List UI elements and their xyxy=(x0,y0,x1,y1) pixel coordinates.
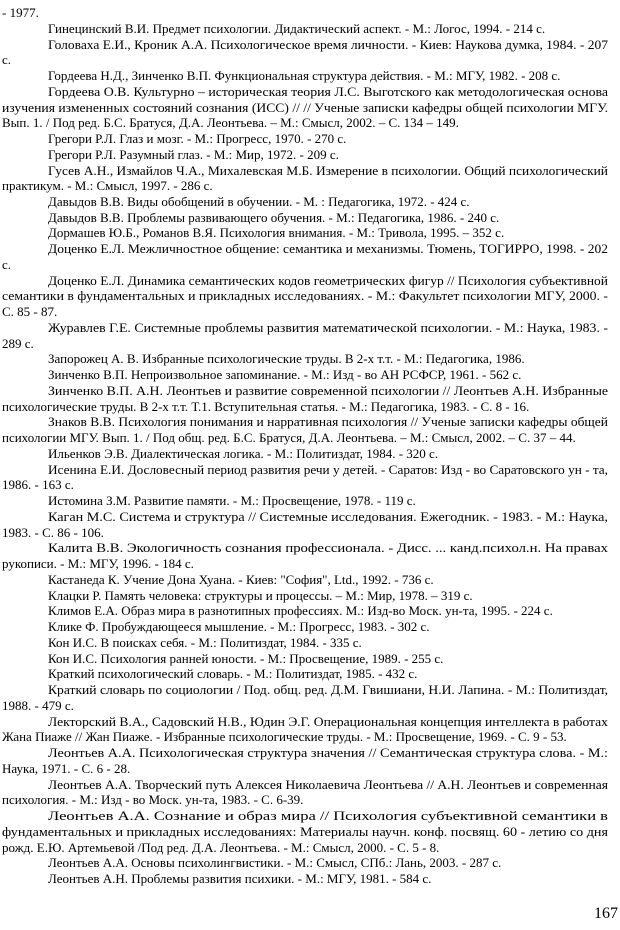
reference-text: Головаха Е.И., Кроник А.А. Психологическое время личности. - Киев: Наукова думка, 1984. - 207 xyxy=(48,36,608,52)
reference-text: психологии МГУ. Вып. 1. / Под общ. ред. Б.С. Братуся, Д.А. Леонтьева. – М.: Смысл, 2002. – С. 37 – 44. xyxy=(2,430,576,446)
reference-text: 289 с. xyxy=(2,335,34,351)
reference-text: Давыдов В.В. Виды обобщений в обучении. - М. : Педагогика, 1972. - 424 с. xyxy=(48,193,470,209)
reference-text: Наука, 1971. - С. 6 - 28. xyxy=(2,760,131,776)
reference-text: Зинченко В.П. А.Н. Леонтьев и развитие современной психологии // Леонтьев А.Н. Избранные xyxy=(48,382,609,398)
reference-text: Краткий словарь по социологии / Под. общ. ред. Д.М. Гвишиани, Н.И. Лапина. - М.: Политиздат, xyxy=(48,682,609,698)
reference-text: Гордеева О.В. Культурно – историческая теория Л.С. Выготского как методологическая основа xyxy=(48,83,609,99)
reference-text: Давыдов В.В. Проблемы развивающего обучения. - М.: Педагогика, 1986. - 240 с. xyxy=(48,209,500,225)
reference-text: Гордеева Н.Д., Зинченко В.П. Функциональная структура действия. - М.: МГУ, 1982. - 208 с. xyxy=(48,68,561,83)
reference-text: Жана Пиаже // Жан Пиаже. - Избранные психологические труды. - М.: Просвещение, 1969. - С. 9 - 53. xyxy=(2,729,567,745)
reference-text: психология. - М.: Изд - во Моск. ун-та, 1983. - С. 6-39. xyxy=(2,792,304,808)
reference-text: практикум. - М.: Смысл, 1997. - 286 с. xyxy=(2,178,213,194)
reference-text: Кон И.С. Психология ранней юности. - М.: Просвещение, 1989. - 255 с. xyxy=(48,650,444,666)
reference-text: Кон И.С. В поисках себя. - М.: Политиздат, 1984. - 335 с. xyxy=(48,634,362,650)
reference-text: 1986. - 163 с. xyxy=(2,477,74,493)
reference-text: Доценко Е.Л. Динамика семантических кодов геометрических фигур // Психология субъективной xyxy=(48,272,608,288)
reference-text: Грегори Р.Л. Разумный глаз. - М.: Мир, 1972. - 209 с. xyxy=(48,146,339,162)
reference-text: Истомина З.М. Развитие памяти. - М.: Просвещение, 1978. - 119 с. xyxy=(48,493,416,509)
reference-text: Клике Ф. Пробуждающееся мышление. - М.: Прогресс, 1983. - 302 с. xyxy=(48,619,430,635)
reference-text: Калита В.В. Экологичность сознания профессионала. - Дисс. ... канд.психол.н. На правах xyxy=(48,540,609,556)
reference-text: Ильенков Э.В. Диалектическая логика. - М.: Политиздат, 1984. - 320 с. xyxy=(48,445,439,461)
reference-text: Вып. 1. / Под ред. Б.С. Братуся, Д.А. Леонтьева. – М.: Смысл, 2002. – С. 134 – 149. xyxy=(2,115,459,131)
reference-text: Грегори Р.Л. Глаз и мозг. - М.: Прогресс, 1970. - 270 с. xyxy=(48,131,347,146)
reference-text: Леонтьев А.А. Основы психолингвистики. - М.: Смысл, СПб.: Лань, 2003. - 287 с. xyxy=(48,855,502,871)
reference-text: Гинецинский В.И. Предмет психологии. Дидактический аспект. - М.: Логос, 1994. - 214 с. xyxy=(48,20,546,36)
reference-text: Леонтьев А.А. Творческий путь Алексея Николаевича Леонтьева // А.Н. Леонтьев и современная xyxy=(48,776,609,792)
reference-text: рожд. Е.Ю. Артемьевой /Под ред. Д.А. Леонтьева. - М.: Смысл, 2000. - С. 5 - 8. xyxy=(2,839,440,855)
reference-text: - 1977. xyxy=(2,5,39,20)
reference-text: Леонтьев А.А. Психологическая структура значения // Семантическая структура слова. - М.: xyxy=(48,745,608,760)
reference-text: Клацки Р. Память человека: структуры и процессы. – М.: Мир, 1978. – 319 с. xyxy=(48,587,473,603)
reference-text: Лекторский В.А., Садовский Н.В., Юдин Э.Г. Операциональная концепция интеллекта в работах xyxy=(48,713,608,729)
page-number: 167 xyxy=(594,905,618,922)
reference-text: Леонтьев А.А. Сознание и образ мира // Психология субъективной семантики в xyxy=(48,808,608,823)
reference-text: С. 85 - 87. xyxy=(2,304,58,320)
reference-text: Кастанеда К. Учение Дона Хуана. - Киев: "София", Ltd., 1992. - 736 с. xyxy=(48,571,434,587)
reference-text: фундаментальных и прикладных исследованиях: Материалы научн. конф. посвящ. 60 - летию со дня xyxy=(2,823,608,839)
reference-text: Гусев А.Н., Измайлов Ч.А., Михалевская М.Б. Измерение в психологии. Общий психологический xyxy=(48,162,608,178)
reference-text: 1988. - 479 с. xyxy=(2,697,74,713)
reference-text: Исенина Е.И. Дословесный период развития речи у детей. - Саратов: Изд - во Саратовского ун - та, xyxy=(48,461,608,477)
reference-text: Зинченко В.П. Непроизвольное запоминание. - М.: Изд - во АН РСФСР, 1961. - 562 с. xyxy=(48,367,522,383)
reference-text: психологические труды. В 2-х т.т. Т.1. Вступительная статья. - М.: Педагогика, 1983. - С. 8 - 16. xyxy=(2,398,530,414)
reference-text: с. xyxy=(2,52,12,68)
reference-text: семантики в фундаментальных и прикладных исследованиях. - М.: Факультет психологии МГУ, 2000. - xyxy=(2,288,609,304)
reference-text: Дормашев Ю.Б., Романов В.Я. Психология внимания. - М.: Тривола, 1995. – 352 с. xyxy=(48,225,505,241)
reference-text: 1983. - С. 86 - 106. xyxy=(2,524,104,540)
reference-text: с. xyxy=(2,256,12,272)
reference-text: Знаков В.В. Психология понимания и нарративная психология // Ученые записки кафедры общей xyxy=(48,414,609,430)
reference-text: изучения измененных состояний сознания (ИСС) // // Ученые записки кафедры общей психологии МГУ. xyxy=(2,99,608,115)
reference-text: Климов Е.А. Образ мира в разнотипных профессиях. М.: Изд-во Моск. ун-та, 1995. - 224 с. xyxy=(48,603,553,619)
reference-text: Запорожец А. В. Избранные психологические труды. В 2-х т.т. - М.: Педагогика, 1986. xyxy=(48,351,525,367)
reference-text: рукописи. - М.: МГУ, 1996. - 184 с. xyxy=(2,556,194,572)
reference-line xyxy=(0,870,620,888)
reference-text: Леонтьев А.Н. Проблемы развития психики. - М.: МГУ, 1981. - 584 с. xyxy=(48,871,432,886)
reference-text: Каган М.С. Система и структура // Системные исследования. Ежегодник. - 1983. - М.: Наука, xyxy=(48,508,608,524)
reference-text: Журавлев Г.Е. Системные проблемы развития математической психологии. - М.: Наука, 1983. - xyxy=(48,319,609,335)
reference-text: Краткий психологический словарь. - М.: Политиздат, 1985. - 432 с. xyxy=(48,666,418,682)
reference-text: Доценко Е.Л. Межличностное общение: семантика и механизмы. Тюмень, ТОГИРРО, 1998. - 202 xyxy=(48,241,609,257)
